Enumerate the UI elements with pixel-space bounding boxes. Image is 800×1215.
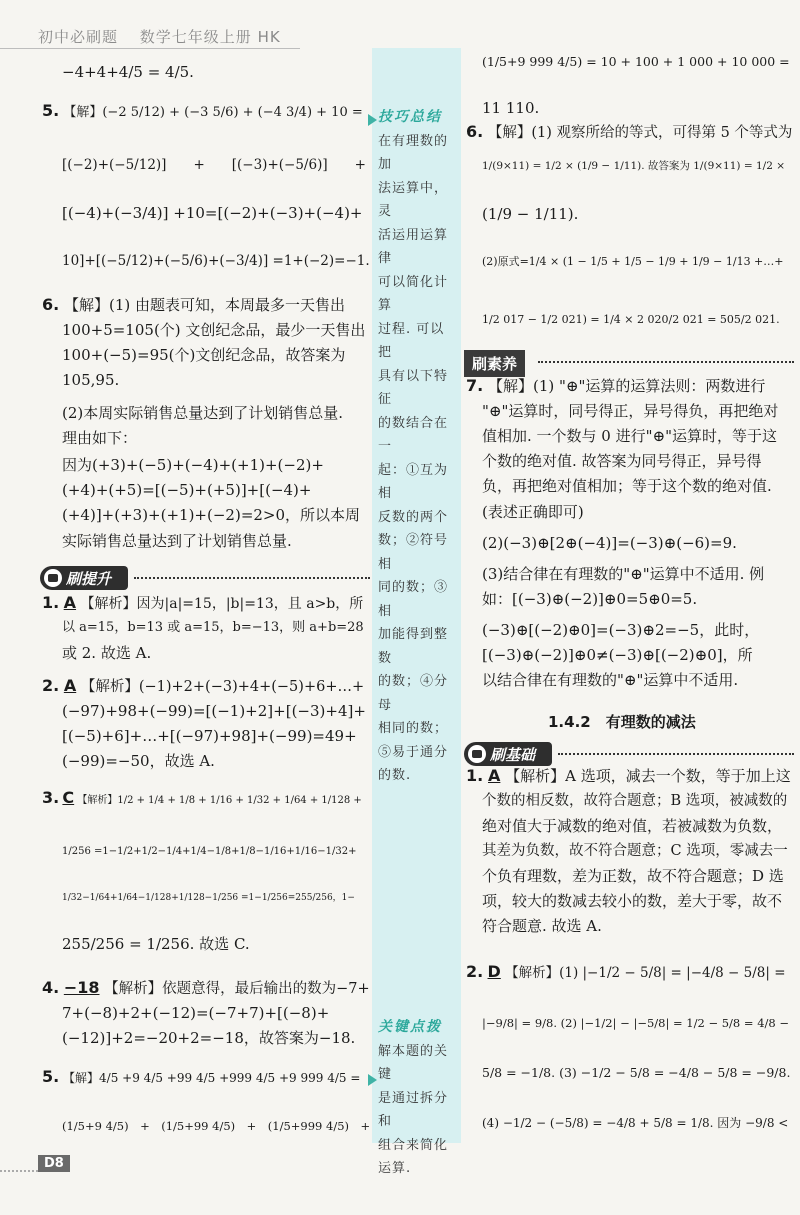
text-line — [482, 252, 784, 272]
line-text: 11 110. — [482, 99, 540, 117]
sidebar-line: 运算. — [378, 1161, 412, 1176]
text-line — [482, 52, 790, 72]
text-line — [62, 531, 292, 551]
text-line — [42, 101, 363, 123]
line-text: |−9/8| = 9/8. (2) |−1/2| − |−5/8| = 1/2 − 5/8 = 4/8 − — [482, 1016, 789, 1030]
line-text: 100+5=105(个) 文创纪念品，最少一天售出 — [62, 321, 366, 339]
line-text: 个数的相反数，故符合题意；B 选项，被减数的 — [482, 793, 788, 809]
text-line — [62, 370, 119, 390]
text-line — [62, 251, 370, 271]
sidebar-line: 反数的两个 — [378, 509, 449, 525]
answer-choice: −18 — [63, 978, 100, 997]
text-line — [482, 866, 784, 886]
line-text: 105,95. — [62, 371, 120, 389]
line-text: (2)本周实际销售总量达到了计划销售总量. — [62, 404, 344, 422]
line-text: 1/256 =1−1/2+1/2−1/4+1/4−1/8+1/8−1/16+1/16−1/32+ — [62, 846, 357, 857]
line-text: 1/32−1/64+1/64−1/128+1/128−1/256 =1−1/256=255/256，1− — [62, 893, 355, 903]
line-text: (−12)]+2=−20+2=−18，故答案为−18. — [62, 1029, 356, 1047]
item-number: 1. — [466, 766, 484, 785]
line-text: 值相加. 一个数与 0 进行"⊕"运算时，等于这 — [482, 427, 777, 445]
text-line — [482, 670, 738, 690]
line-text: 其差为负数，故不符合题意；C 选项，零减去一 — [482, 843, 788, 859]
text-line — [466, 376, 765, 396]
text-line — [482, 841, 788, 861]
text-line — [42, 593, 363, 614]
text-line — [466, 766, 791, 786]
line-text: 【解】(1) "⊕"运算的运算法则：两数进行 — [488, 377, 766, 395]
arrow-icon — [368, 114, 377, 126]
text-line — [42, 1067, 360, 1088]
line-text: (1/9 − 1/11). — [482, 205, 579, 223]
line-text: 255/256 = 1/256. 故选 C. — [62, 935, 250, 953]
line-text: (4) −1/2 − (−5/8) = −4/8 + 5/8 = 1/8. 因为 −9/8 < — [482, 1116, 789, 1130]
sidebar-line: 的数. — [378, 768, 412, 783]
book-icon — [44, 569, 62, 587]
arrow-icon — [368, 1074, 377, 1086]
key-text — [378, 1040, 456, 1181]
item-number: 7. — [466, 376, 484, 395]
text-line — [42, 295, 345, 315]
line-text: 【解析】因为|a|=15，|b|=13，且 a>b，所 — [80, 596, 364, 612]
line-text: 【解析】1/2 + 1/4 + 1/8 + 1/16 + 1/32 + 1/64 + 1/128 + — [77, 795, 362, 806]
text-line — [482, 401, 778, 421]
line-text: 1/2 017 − 1/2 021) = 1/4 × 2 020/2 021 = 505/2 021. — [482, 313, 780, 326]
sidebar-line: 过程. 可以把 — [378, 321, 445, 360]
text-line — [62, 1003, 329, 1023]
key-title: 关键点拨 — [378, 1019, 442, 1035]
sidebar-line: 数；②符号相 — [378, 533, 449, 572]
line-text: [(−2)+(−5/12)] + [(−3)+(−5/6)] + — [62, 157, 366, 173]
sidebar-tips — [372, 48, 461, 1176]
line-text: (−97)+98+(−99)=[(−1)+2]+[(−3)+4]+ — [62, 702, 366, 720]
line-text: 如：[(−3)⊕(−2)]⊕0=5⊕0=5. — [482, 590, 698, 608]
sidebar-line: 是通过拆分和 — [378, 1090, 449, 1129]
answer-choice: C — [62, 788, 75, 807]
header-rule — [0, 48, 300, 49]
line-text: 5/8 = −1/8. (3) −1/2 − 5/8 = −4/8 − 5/8 = −9/8. — [482, 1065, 791, 1080]
text-line — [62, 934, 250, 954]
text-line — [42, 788, 362, 811]
text-line — [482, 533, 737, 553]
item-number: 6. — [466, 122, 484, 141]
sidebar-line: 的数结合在一 — [378, 415, 449, 454]
sidebar-line: 相同的数； — [378, 721, 449, 736]
text-line — [482, 645, 753, 665]
tip-text — [378, 130, 456, 788]
page-number: D8 — [38, 1155, 70, 1172]
line-text: (2)原式=1/4 × (1 − 1/5 + 1/5 − 1/9 + 1/9 − 1/13 +…+ — [482, 255, 784, 268]
line-text: "⊕"运算时，同号得正，异号得负，再把绝对 — [482, 402, 779, 420]
line-text: 【解析】(1) |−1/2 − 5/8| = |−4/8 − 5/8| = — [505, 965, 786, 981]
text-line — [482, 451, 762, 471]
text-line — [62, 155, 366, 175]
text-line — [62, 618, 364, 638]
line-text: (1/5+9 999 4/5) = 10 + 100 + 1 000 + 10 000 = — [482, 54, 790, 69]
line-text: (+4)]+(+3)+(+1)+(−2)=2>0，所以本周 — [62, 506, 361, 524]
line-text: 实际销售总量达到了计划销售总量. — [62, 532, 292, 550]
text-line — [466, 122, 792, 143]
text-line — [482, 816, 782, 836]
line-text: 个数的绝对值. 故答案为同号得正，异号得 — [482, 452, 762, 470]
line-text: 项，较大的数减去较小的数，差大于零，故不 — [482, 892, 783, 910]
sidebar-line: 法运算中，灵 — [378, 180, 449, 219]
text-line — [466, 962, 786, 983]
line-text: 10]+[(−5/12)+(−5/6)+(−3/4)] =1+(−2)=−1. — [62, 253, 370, 269]
line-text: (3)结合律在有理数的"⊕"运算中不适用. 例 — [482, 565, 765, 583]
text-line — [62, 1028, 355, 1048]
line-text: −4+4+4/5 = 4/5. — [62, 63, 194, 81]
text-line — [482, 1063, 790, 1083]
text-line — [62, 203, 363, 223]
answer-choice: A — [63, 676, 77, 695]
text-line — [62, 701, 366, 721]
text-line — [482, 156, 785, 176]
text-line — [62, 888, 355, 908]
text-line — [62, 1116, 370, 1136]
book-title: 初中必刷题 — [38, 28, 119, 46]
subject-title: 数学七年级上册 — [139, 28, 252, 46]
running-header — [38, 26, 281, 47]
edition-label: HK — [257, 28, 281, 46]
sidebar-line: 活运用运算律 — [378, 227, 449, 266]
sidebar-line: 具有以下特征 — [378, 368, 449, 407]
line-text: 理由如下： — [62, 429, 138, 447]
line-text: 7+(−8)+2+(−12)=(−7+7)+[(−8)+ — [62, 1004, 330, 1022]
sidebar-line: 可以简化计算 — [378, 274, 449, 313]
sidebar-line: 的数；④分母 — [378, 674, 449, 713]
line-text: 1/(9×11) = 1/2 × (1/9 − 1/11). 故答案为 1/(9×11) = 1/2 × — [482, 160, 786, 172]
text-line — [62, 428, 137, 448]
section-shua-suyang: 刷素养 — [464, 350, 794, 374]
subsection-title: 1.4.2 有理数的减法 — [548, 713, 696, 731]
text-line — [482, 204, 578, 224]
item-number: 5. — [42, 1067, 60, 1086]
text-line — [62, 505, 360, 525]
line-text: 100+(−5)=95(个)文创纪念品，故答案为 — [62, 346, 346, 364]
line-text: [(−3)⊕(−2)]⊕0≠(−3)⊕[(−2)⊕0]，所 — [482, 646, 753, 664]
text-line — [62, 751, 215, 771]
item-number: 2. — [466, 962, 484, 981]
sidebar-line: 起：①互为相 — [378, 462, 449, 501]
text-line — [62, 320, 365, 340]
text-line — [62, 480, 311, 500]
text-line — [62, 62, 194, 82]
text-line — [482, 476, 772, 496]
text-line — [482, 564, 764, 584]
line-text: 以 a=15，b=13 或 a=15，b=−13，则 a+b=28 — [62, 620, 364, 635]
tip-box — [378, 106, 456, 788]
line-text: 【解析】依题意得，最后输出的数为−7+ — [104, 981, 370, 997]
text-line — [482, 891, 782, 911]
line-text: 【解】4/5 +9 4/5 +99 4/5 +999 4/5 +9 999 4/5 = — [63, 1071, 361, 1085]
line-text: 符合题意. 故选 A. — [482, 917, 602, 935]
line-text: 【解】(−2 5/12) + (−3 5/6) + (−4 3/4) + 10 = — [63, 105, 363, 120]
text-line — [62, 403, 343, 423]
text-line — [482, 916, 602, 936]
text-line — [62, 455, 324, 475]
sidebar-line: 组合来简化 — [378, 1137, 449, 1153]
text-line — [482, 1013, 789, 1033]
book-icon — [468, 745, 486, 763]
sidebar-line: 在有理数的加 — [378, 133, 449, 172]
text-line — [482, 310, 780, 330]
sidebar-line: 解本题的关键 — [378, 1043, 449, 1082]
answer-choice: A — [488, 766, 501, 785]
sidebar-line: 同的数；③相 — [378, 580, 449, 619]
item-number: 4. — [42, 978, 60, 997]
answer-choice: A — [63, 593, 77, 612]
key-box — [378, 1016, 456, 1181]
text-line — [482, 589, 697, 609]
item-number: 6. — [42, 295, 60, 314]
text-line — [482, 502, 584, 522]
line-text: 【解】(1) 观察所给的等式，可得第 5 个等式为 — [487, 125, 793, 141]
line-text: 【解】(1) 由题表可知，本周最多一天售出 — [64, 296, 346, 314]
text-line — [482, 620, 759, 640]
line-text: 【解析】A 选项，减去一个数，等于加上这 — [505, 767, 791, 785]
line-text: (2)(−3)⊕[2⊕(−4)]=(−3)⊕(−6)=9. — [482, 534, 737, 552]
text-line — [42, 676, 364, 697]
sidebar-line: ⑤易于通分 — [378, 744, 449, 760]
item-number: 2. — [42, 676, 60, 695]
text-line — [482, 1113, 788, 1133]
line-text: 因为(+3)+(−5)+(−4)+(+1)+(−2)+ — [62, 456, 324, 474]
text-line — [62, 726, 357, 746]
section-shua-tisheng: 刷提升 — [40, 566, 370, 590]
line-text: 个负有理数，差为正数，故不符合题意；D 选 — [482, 867, 784, 885]
item-number: 3. — [42, 788, 60, 807]
item-number: 1. — [42, 593, 60, 612]
line-text: (表述正确即可) — [482, 503, 584, 521]
line-text: 负，再把绝对值相加；等于这个数的绝对值. — [482, 477, 772, 495]
line-text: 【解析】(−1)+2+(−3)+4+(−5)+6+…+ — [80, 679, 365, 695]
sidebar-line: 加能得到整数 — [378, 627, 449, 666]
text-line — [482, 98, 539, 118]
text-line — [482, 791, 787, 811]
line-text: (+4)+(+5)=[(−5)+(+5)]+[(−4)+ — [62, 481, 312, 499]
line-text: (−3)⊕[(−2)⊕0]=(−3)⊕2=−5，此时， — [482, 621, 760, 639]
section-shua-jichu: 刷基础 — [464, 742, 794, 766]
text-line — [482, 426, 777, 446]
line-text: 或 2. 故选 A. — [62, 644, 152, 662]
item-number: 5. — [42, 101, 60, 120]
line-text: 绝对值大于减数的绝对值，若被减数为负数， — [482, 817, 783, 835]
line-text: [(−5)+6]+…+[(−97)+98]+(−99)=49+ — [62, 727, 357, 745]
answer-choice: D — [487, 962, 501, 981]
text-line — [62, 842, 356, 862]
line-text: 以结合律在有理数的"⊕"运算中不适用. — [482, 671, 739, 689]
text-line — [62, 643, 151, 663]
line-text: [(−4)+(−3/4)] +10=[(−2)+(−3)+(−4)+ — [62, 204, 363, 222]
line-text: (1/5+9 4/5) + (1/5+99 4/5) + (1/5+999 4/5) + — [62, 1119, 371, 1133]
tip-title: 技巧总结 — [378, 109, 442, 125]
text-line — [42, 978, 370, 999]
text-line — [62, 345, 345, 365]
line-text: (−99)=−50，故选 A. — [62, 752, 215, 770]
